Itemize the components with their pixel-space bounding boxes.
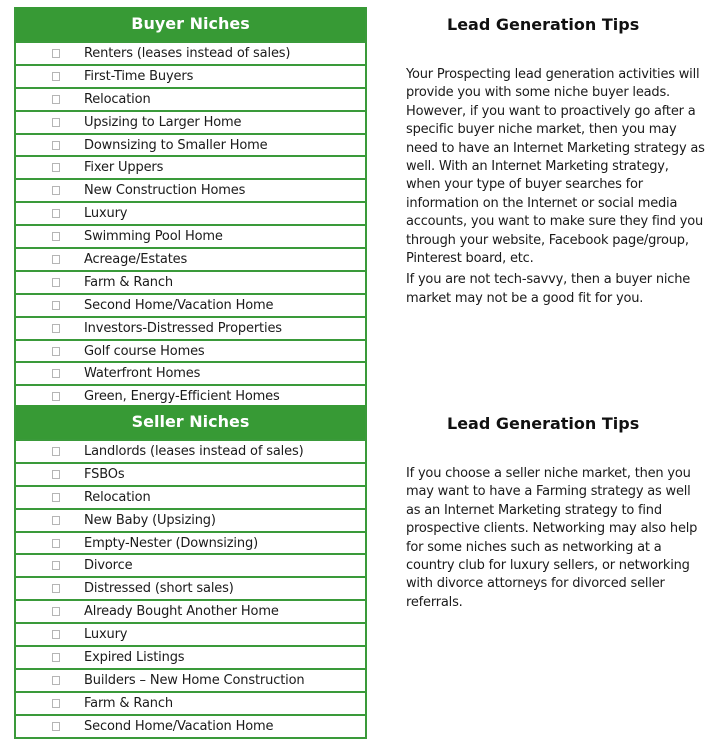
buyer-niche-label: Downsizing to Smaller Home [84, 137, 268, 153]
empty-checkbox-icon[interactable] [52, 516, 60, 525]
buyer-niche-label: Golf course Homes [84, 343, 205, 359]
buyer-niche-row[interactable] [16, 178, 365, 201]
empty-checkbox-icon[interactable] [52, 301, 60, 310]
seller-niche-row[interactable] [16, 599, 365, 622]
seller-niche-row[interactable] [16, 439, 365, 462]
seller-niche-label: Relocation [84, 489, 151, 505]
buyer-niche-label: First-Time Buyers [84, 68, 194, 84]
buyer-niche-row[interactable] [16, 224, 365, 247]
seller-niche-label: Builders – New Home Construction [84, 672, 305, 688]
seller-niche-label: FSBOs [84, 466, 125, 482]
empty-checkbox-icon[interactable] [52, 539, 60, 548]
empty-checkbox-icon[interactable] [52, 72, 60, 81]
buyer-niche-label: Upsizing to Larger Home [84, 114, 242, 130]
buyer-tips-title: Lead Generation Tips [447, 15, 640, 34]
empty-checkbox-icon[interactable] [52, 561, 60, 570]
buyer-niche-row[interactable] [16, 64, 365, 87]
buyer-niche-row[interactable] [16, 316, 365, 339]
seller-niche-label: Expired Listings [84, 649, 185, 665]
seller-niche-label: Divorce [84, 558, 133, 574]
empty-checkbox-icon[interactable] [52, 653, 60, 662]
seller-niche-row[interactable] [16, 714, 365, 737]
buyer-niche-label: Renters (leases instead of sales) [84, 45, 291, 61]
empty-checkbox-icon[interactable] [52, 699, 60, 708]
seller-tips-title: Lead Generation Tips [447, 414, 640, 433]
seller-lead-generation-tips [406, 412, 706, 612]
buyer-tips-paragraph: Your Prospecting lead generation activities will provide you with some niche buyer leads. However, if you want to proactively go after a specific buyer niche market, then you may need to have an Internet Marketing strategy as well. With an Internet Marketing strategy, when your type of buyer searches for information on the Internet or social media accounts, you want to make sure they find you through your website, Facebook page/group, Pinterest board, etc. [406, 67, 705, 267]
buyer-niche-label: Swimming Pool Home [84, 229, 223, 245]
buyer-niche-row[interactable] [16, 87, 365, 110]
empty-checkbox-icon[interactable] [52, 324, 60, 333]
empty-checkbox-icon[interactable] [52, 369, 60, 378]
seller-niche-label: Second Home/Vacation Home [84, 718, 274, 734]
buyer-niche-label: Luxury [84, 206, 128, 222]
buyer-niche-row[interactable] [16, 270, 365, 293]
seller-niche-label: Landlords (leases instead of sales) [84, 443, 304, 459]
seller-niches-table [14, 405, 367, 739]
seller-niche-row[interactable] [16, 691, 365, 714]
empty-checkbox-icon[interactable] [52, 392, 60, 401]
empty-checkbox-icon[interactable] [52, 676, 60, 685]
seller-niche-label: Distressed (short sales) [84, 581, 234, 597]
seller-niche-label: Empty-Nester (Downsizing) [84, 535, 258, 551]
buyer-niche-row[interactable] [16, 339, 365, 362]
seller-niche-row[interactable] [16, 668, 365, 691]
buyer-niche-label: Farm & Ranch [84, 274, 173, 290]
empty-checkbox-icon[interactable] [52, 493, 60, 502]
buyer-niche-label: Waterfront Homes [84, 366, 201, 382]
empty-checkbox-icon[interactable] [52, 49, 60, 58]
seller-niche-row[interactable] [16, 531, 365, 554]
buyer-niche-label: Green, Energy-Efficient Homes [84, 389, 280, 405]
seller-tips-paragraph: If you choose a seller niche market, then you may want to have a Farming strategy as well as an Internet Marketing strategy to find prospective clients. Networking may also help for some niches such as networking at a country club for luxury sellers, or networking with divorce attorneys for divorced seller referrals. [406, 466, 698, 610]
empty-checkbox-icon[interactable] [52, 584, 60, 593]
seller-niche-row[interactable] [16, 576, 365, 599]
seller-niche-row[interactable] [16, 508, 365, 531]
buyer-niche-row[interactable] [16, 201, 365, 224]
empty-checkbox-icon[interactable] [52, 722, 60, 731]
buyer-niche-row[interactable] [16, 133, 365, 156]
empty-checkbox-icon[interactable] [52, 278, 60, 287]
seller-niche-label: Already Bought Another Home [84, 604, 279, 620]
empty-checkbox-icon[interactable] [52, 447, 60, 456]
buyer-niche-row[interactable] [16, 110, 365, 133]
buyer-niche-row[interactable] [16, 384, 365, 407]
seller-niche-row[interactable] [16, 485, 365, 508]
seller-niche-row[interactable] [16, 645, 365, 668]
buyer-niche-label: Fixer Uppers [84, 160, 164, 176]
empty-checkbox-icon[interactable] [52, 141, 60, 150]
empty-checkbox-icon[interactable] [52, 95, 60, 104]
empty-checkbox-icon[interactable] [52, 630, 60, 639]
buyer-tips-paragraph: If you are not tech-savvy, then a buyer niche market may not be a good fit for you. [406, 272, 691, 306]
buyer-niche-label: Investors-Distressed Properties [84, 320, 282, 336]
empty-checkbox-icon[interactable] [52, 163, 60, 172]
buyer-niche-label: Relocation [84, 91, 151, 107]
empty-checkbox-icon[interactable] [52, 347, 60, 356]
seller-niche-row[interactable] [16, 553, 365, 576]
empty-checkbox-icon[interactable] [52, 118, 60, 127]
seller-niche-row[interactable] [16, 462, 365, 485]
empty-checkbox-icon[interactable] [52, 607, 60, 616]
buyer-niche-row[interactable] [16, 293, 365, 316]
buyer-niches-table [14, 7, 367, 407]
buyer-niche-label: New Construction Homes [84, 183, 246, 199]
empty-checkbox-icon[interactable] [52, 255, 60, 264]
seller-niche-label: Farm & Ranch [84, 695, 173, 711]
empty-checkbox-icon[interactable] [52, 232, 60, 241]
buyer-lead-generation-tips [406, 13, 706, 308]
buyer-niche-row[interactable] [16, 41, 365, 64]
buyer-niche-label: Second Home/Vacation Home [84, 297, 274, 313]
seller-niche-label: Luxury [84, 627, 128, 643]
seller-niche-row[interactable] [16, 622, 365, 645]
buyer-niche-row[interactable] [16, 361, 365, 384]
seller-niches-header: Seller Niches [16, 405, 365, 439]
buyer-niche-label: Acreage/Estates [84, 251, 188, 267]
buyer-niche-row[interactable] [16, 155, 365, 178]
buyer-niche-row[interactable] [16, 247, 365, 270]
empty-checkbox-icon[interactable] [52, 470, 60, 479]
seller-niche-label: New Baby (Upsizing) [84, 512, 216, 528]
empty-checkbox-icon[interactable] [52, 186, 60, 195]
empty-checkbox-icon[interactable] [52, 209, 60, 218]
buyer-niches-header: Buyer Niches [16, 7, 365, 41]
